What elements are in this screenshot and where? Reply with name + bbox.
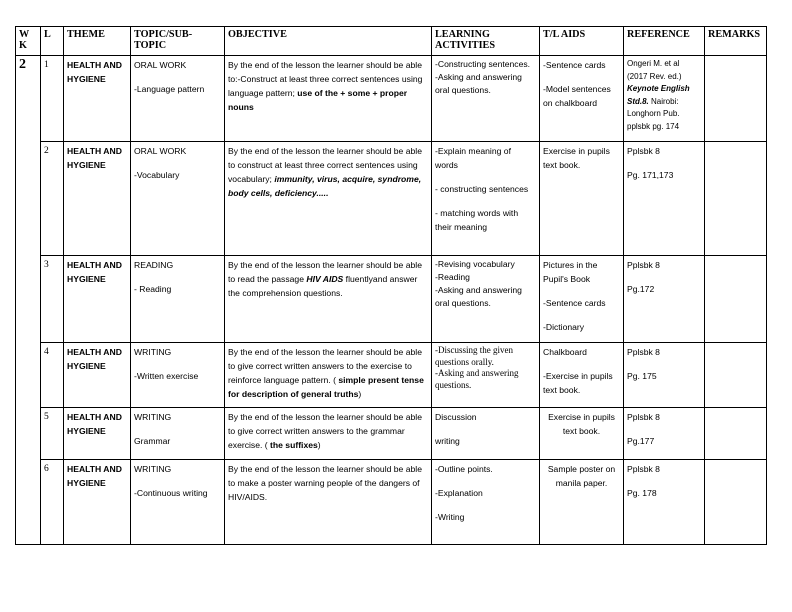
theme-cell: HEALTH AND HYGIENE	[64, 460, 131, 545]
topic-cell	[131, 142, 225, 256]
theme-cell: HEALTH AND HYGIENE	[64, 256, 131, 343]
subtopic: - Reading	[134, 284, 172, 294]
activities-cell	[432, 343, 540, 408]
activities-cell	[432, 460, 540, 545]
activity: - constructing sentences	[435, 184, 529, 194]
objective-cell	[225, 343, 432, 408]
reference-cell	[624, 56, 705, 142]
objective-text: By the end of the lesson the learner should be able to give correct written answers to the grammar exercise. (	[228, 412, 422, 450]
objective-text: fluentlyand answer the comprehension questions.	[228, 274, 418, 298]
objective-emphasis: immunity, virus, acquire, syndrome, body cells, deficiency.....	[228, 174, 422, 198]
aid: -Sentence cards	[543, 60, 606, 70]
topic: WRITING	[134, 464, 172, 474]
topic: ORAL WORK	[134, 60, 187, 70]
scheme-of-work-table	[15, 26, 767, 545]
reference-line: Pplsbk 8	[627, 412, 660, 422]
table-row	[16, 256, 767, 343]
objective-emphasis: use of the + some + proper nouns	[228, 88, 408, 112]
subtopic: -Language pattern	[134, 84, 205, 94]
aid: -Dictionary	[543, 322, 585, 332]
activity: -Asking and answering questions.	[435, 368, 519, 390]
remarks-cell	[705, 142, 767, 256]
activity: - matching words with their meaning	[435, 208, 519, 232]
aid: -Sentence cards	[543, 298, 606, 308]
lesson-number: 4	[41, 343, 64, 408]
topic-cell	[131, 408, 225, 460]
aid: Chalkboard	[543, 347, 587, 357]
activity: -Asking and answering oral questions.	[435, 72, 522, 95]
aids-cell: Sample poster on manila paper.	[540, 460, 624, 545]
objective-cell	[225, 460, 432, 545]
activities-cell	[432, 408, 540, 460]
activity: -Explanation	[435, 488, 483, 498]
reference-cell	[624, 460, 705, 545]
theme-cell: HEALTH AND HYGIENE	[64, 142, 131, 256]
remarks-cell	[705, 256, 767, 343]
objective-text: By the end of the lesson the learner should be able to read the passage	[228, 260, 422, 284]
activities-cell	[432, 142, 540, 256]
objective-emphasis: HIV AIDS	[306, 274, 344, 284]
topic: READING	[134, 260, 174, 270]
topic: WRITING	[134, 412, 172, 422]
subtopic: Grammar	[134, 436, 171, 446]
activity: -Reading	[435, 272, 470, 282]
objective-cell	[225, 408, 432, 460]
activity: -Asking and answering oral questions.	[435, 285, 522, 308]
aids-cell: Exercise in pupils text book.	[540, 142, 624, 256]
topic-cell	[131, 56, 225, 142]
remarks-cell	[705, 460, 767, 545]
topic-cell	[131, 256, 225, 343]
aids-cell: Exercise in pupils text book.	[540, 408, 624, 460]
lesson-number: 5	[41, 408, 64, 460]
lesson-number: 1	[41, 56, 64, 142]
theme-cell: HEALTH AND HYGIENE	[64, 343, 131, 408]
reference-line: Pplsbk 8	[627, 260, 660, 270]
lesson-number: 3	[41, 256, 64, 343]
aids-cell	[540, 256, 624, 343]
reference-line: Nairobi: Longhorn Pub. pplsbk pg. 174	[627, 96, 680, 131]
activity: -Revising vocabulary	[435, 259, 515, 269]
reference-cell	[624, 408, 705, 460]
week-number: 2	[16, 56, 41, 545]
reference-line: Pg.172	[627, 284, 655, 294]
header-activities: LEARNING ACTIVITIES	[432, 27, 540, 56]
topic: WRITING	[134, 347, 172, 357]
objective-text: By the end of the lesson the learner should be able to construct at least three correct sentences using vocabulary;	[228, 146, 422, 184]
table-row	[16, 56, 767, 142]
reference-line: Pplsbk 8	[627, 146, 660, 156]
activities-cell	[432, 256, 540, 343]
reference-line: Ongeri M. et al (2017 Rev. ed.)	[627, 59, 682, 81]
table-row	[16, 142, 767, 256]
activity: writing	[435, 436, 460, 446]
objective-text: By the end of the lesson the learner should be able to:-Construct at least three correct sentences using language pattern;	[228, 60, 423, 98]
header-objective: OBJECTIVE	[225, 27, 432, 56]
reference-line: Pg.177	[627, 436, 655, 446]
objective-cell	[225, 56, 432, 142]
reference-line: Pplsbk 8	[627, 347, 660, 357]
activity: -Explain meaning of words	[435, 146, 511, 170]
topic-cell	[131, 343, 225, 408]
objective-text: )	[358, 389, 362, 399]
header-wk: W K	[16, 27, 41, 56]
reference-line: Pplsbk 8	[627, 464, 660, 474]
objective-cell	[225, 142, 432, 256]
topic: ORAL WORK	[134, 146, 187, 156]
header-theme: THEME	[64, 27, 131, 56]
subtopic: -Vocabulary	[134, 170, 180, 180]
activity: -Discussing the given questions orally.	[435, 345, 513, 367]
activity: Discussion	[435, 412, 477, 422]
aid: Pictures in the Pupil's Book	[543, 260, 598, 284]
aid: -Exercise in pupils text book.	[543, 371, 613, 395]
aids-cell	[540, 343, 624, 408]
lesson-number: 2	[41, 142, 64, 256]
header-row	[16, 27, 767, 56]
objective-emphasis: simple present tense for description of general truths	[228, 375, 424, 399]
remarks-cell	[705, 343, 767, 408]
aids-cell	[540, 56, 624, 142]
theme-cell: HEALTH AND HYGIENE	[64, 408, 131, 460]
subtopic: -Written exercise	[134, 371, 199, 381]
header-reference: REFERENCE	[624, 27, 705, 56]
table-row	[16, 460, 767, 545]
activities-cell	[432, 56, 540, 142]
objective-cell	[225, 256, 432, 343]
activity: -Writing	[435, 512, 465, 522]
header-lesson: L	[41, 27, 64, 56]
objective-text: )	[317, 440, 321, 450]
objective-emphasis: the suffixes	[270, 440, 318, 450]
header-aids: T/L AIDS	[540, 27, 624, 56]
reference-line: Pg. 171,173	[627, 170, 674, 180]
aid: -Model sentences on chalkboard	[543, 84, 611, 108]
objective-text: By the end of the lesson the learner should be able to make a poster warning people of the dangers of HIV/AIDS.	[228, 464, 422, 502]
lesson-number: 6	[41, 460, 64, 545]
activity: -Outline points.	[435, 464, 493, 474]
activity: -Constructing sentences.	[435, 59, 531, 69]
subtopic: -Continuous writing	[134, 488, 208, 498]
header-remarks: REMARKS	[705, 27, 767, 56]
reference-cell	[624, 256, 705, 343]
remarks-cell	[705, 56, 767, 142]
reference-cell	[624, 343, 705, 408]
table-row	[16, 408, 767, 460]
theme-cell: HEALTH AND HYGIENE	[64, 56, 131, 142]
reference-cell	[624, 142, 705, 256]
topic-cell	[131, 460, 225, 545]
reference-book: Keynote English Std.8.	[627, 84, 690, 106]
reference-line: Pg. 178	[627, 488, 657, 498]
objective-text: By the end of the lesson the learner should be able to give correct written answers to the exercise to reinforce language pattern. (	[228, 347, 422, 385]
remarks-cell	[705, 408, 767, 460]
reference-line: Pg. 175	[627, 371, 657, 381]
header-topic: TOPIC/SUB-TOPIC	[131, 27, 225, 56]
table-row	[16, 343, 767, 408]
